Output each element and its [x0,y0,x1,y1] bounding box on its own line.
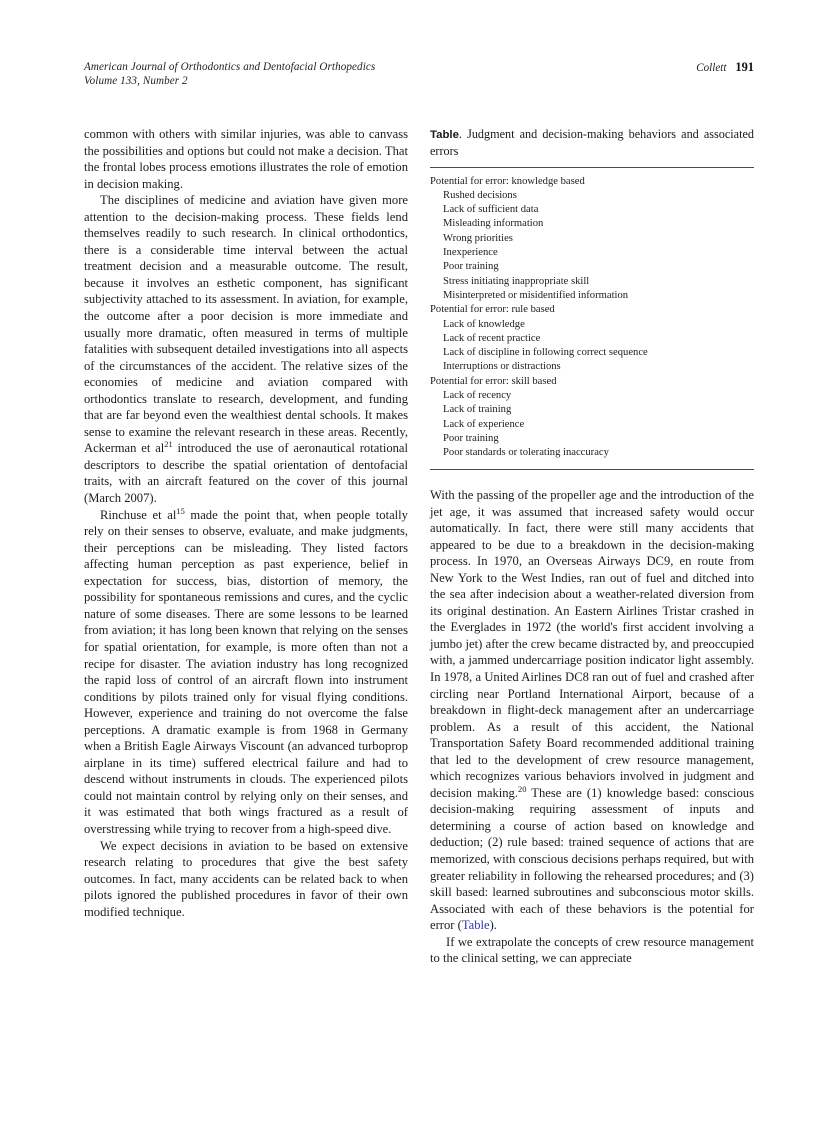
table-cross-reference-link[interactable]: Table [461,918,490,933]
table-row: Poor standards or tolerating inaccuracy [443,447,609,459]
table-row: Poor training [443,432,499,444]
reference-marker-15: 15 [176,506,185,516]
paragraph-text: If we extrapolate the concepts of crew resource management to the clinical setting, we can appreciate [430,934,754,966]
paragraph-rinchuse [84,507,408,838]
table-label: Table [430,129,459,141]
rinchuse-lead: Rinchuse et al [100,507,177,522]
volume-issue: Volume 133, Number 2 [84,75,188,88]
left-column [84,126,408,920]
paragraph-text-tail: ). [489,918,497,933]
reference-marker-20: 20 [518,784,527,794]
paragraph-continued [84,126,408,192]
table-row: Inexperience [443,247,498,259]
table-row: Lack of recency [443,390,512,402]
table-row: Lack of sufficient data [443,204,539,216]
table-row: Potential for error: knowledge based [430,175,585,187]
table-row: Lack of training [443,404,512,416]
paragraph-extrapolate [430,934,754,967]
ackerman-lead: Recently, Ackerman et al [84,424,408,456]
table-row: Stress initiating inappropriate skill [443,275,590,287]
table-row: Misinterpreted or misidentified information [443,289,629,301]
reference-marker-21: 21 [164,440,173,450]
table-row: Lack of discipline in following correct sequence [443,347,648,359]
table-caption [430,126,754,160]
table-row: Misleading information [443,218,544,230]
table-row: Lack of knowledge [443,318,525,330]
journal-title: American Journal of Orthodontics and Dentofacial Orthopedics [84,61,376,73]
paragraph-text: The disciplines of medicine and aviation have given more attention to the decision-making process. These fields lend themselves readily to such research. In clinical orthodontics, there is a considerable time interval between the actual treatment decision and a measurable outcome. The result, because it involves an esthetic component, has significant subjectivity attached to its assessment. In aviation, for example, the outcome after a poor decision is more immediate and usually more dramatic, often measured in terms of multiple fatalities with subsequent detailed investigations into all aspects of the circumstances of the accident. The relative sizes of the economies of medicine and aviation compared with orthodontics translate to research, development, and funding that are far beyond even the wealthiest dental schools. It makes sense to examine the relevant research in these areas. [84,193,408,439]
paragraph-jet-age [430,487,754,934]
paragraph-text: We expect decisions in aviation to be based on extensive research relating to procedures that give the best safety outcomes. In fact, many accidents can be related back to when pilots ignored the published procedures in favor of their own modified technique. [84,838,408,919]
running-header [84,60,754,94]
ackerman-tail: introduced the use of aeronautical rotational descriptors to describe the spatial orientation of dentofacial traits, with an aircraft featured on the cover of this journal (March 2007). [84,441,408,506]
table-row: Rushed decisions [443,189,517,201]
table-rule-bottom [430,469,754,470]
table-row: Lack of recent practice [443,332,541,344]
running-header-left [84,60,375,88]
table-row: Potential for error: skill based [430,375,557,387]
table-row: Potential for error: rule based [430,304,555,316]
table-row: Lack of experience [443,418,525,430]
table-row: Poor training [443,261,499,273]
table-row: Wrong priorities [443,232,513,244]
paragraph-text: With the passing of the propeller age and the introduction of the jet age, it was assumed that increased safety would occur automatically. In fact, there were still many accidents that appeared to be due to a breakdown in the decision-making process. In 1970, an Overseas Airways DC9, en route from New York to the West Indies, ran out of fuel and ditched into the sea after indecision about a weather-related diversion from its original destination. An Eastern Airlines Tristar crashed in the Everglades in 1972 (the world's first accident involving a jumbo jet) after the crew became distracted by, and preoccupied with, a jammed undercarriage position indicator light assembly. In 1978, a United Airlines DC8 ran out of fuel and crashed after circling near Portland International Airport, because of a breakdown in flight-deck management after an undercarriage problem. As a result of this accident, the National Transportation Safety Board recommended additional training that led to the development of crew resource management, which recognizes various behaviors involved in judgment and decision making. [430,488,754,800]
author-name: Collett [696,62,727,74]
table-body [430,168,754,463]
table-caption-text: . Judgment and decision-making behaviors and associated errors [430,127,754,159]
running-header-right [696,60,754,75]
paragraph-text-mid: These are (1) knowledge based: conscious decision-making requiring assessment of inputs and determining a course of action based on knowledge and deduction; (2) rule based: trained sequence of actions that are memorized, with conscious decisions perhaps required, but with greater reliability in following the rehearsed procedures; and (3) skill based: learned subroutines and subconscious motor skills. Associated with each of these behaviors is the potential for error ( [430,785,754,933]
page-number: 191 [735,60,754,74]
table-row: Interruptions or distractions [443,361,561,373]
right-column [430,487,754,967]
paragraph-disciplines [84,192,408,506]
paragraph-expect-decisions [84,838,408,921]
table-block [430,126,754,470]
rinchuse-tail: made the point that, when people totally rely on their senses to observe, evaluate, and make judgments, their perceptions can be misleading. They listed factors affecting human perception as past experience, belief in expectation for success, bias, distortion of memory, the possibility for spontaneous remissions and cures, and the cyclic nature of some diseases. There are some lessons to be learned from aviation; it has long been known that relying on the senses for spatial orientation, for example, is more often than not a recipe for disaster. The aviation industry has long recognized the rapid loss of control of an aircraft flown into instrument conditions by pilots trained only for visual flying conditions. However, experience and training do not overcome the false perceptions. A dramatic example is from 1968 in Germany when a British Eagle Airways Viscount (an advanced turboprop airplane in its time) suffered electrical failure and had to descend without instruments in clouds. The experienced pilots could not maintain control by relying only on their senses, and it was estimated that both wings fractured as a result of overstressing while trying to recover from a high-speed dive. [84,507,408,836]
paragraph-text: common with others with similar injuries, was able to canvass the possibilities and options but could not make a decision. That the frontal lobes process emotions illustrates the role of emotion in decision making. [84,127,408,191]
